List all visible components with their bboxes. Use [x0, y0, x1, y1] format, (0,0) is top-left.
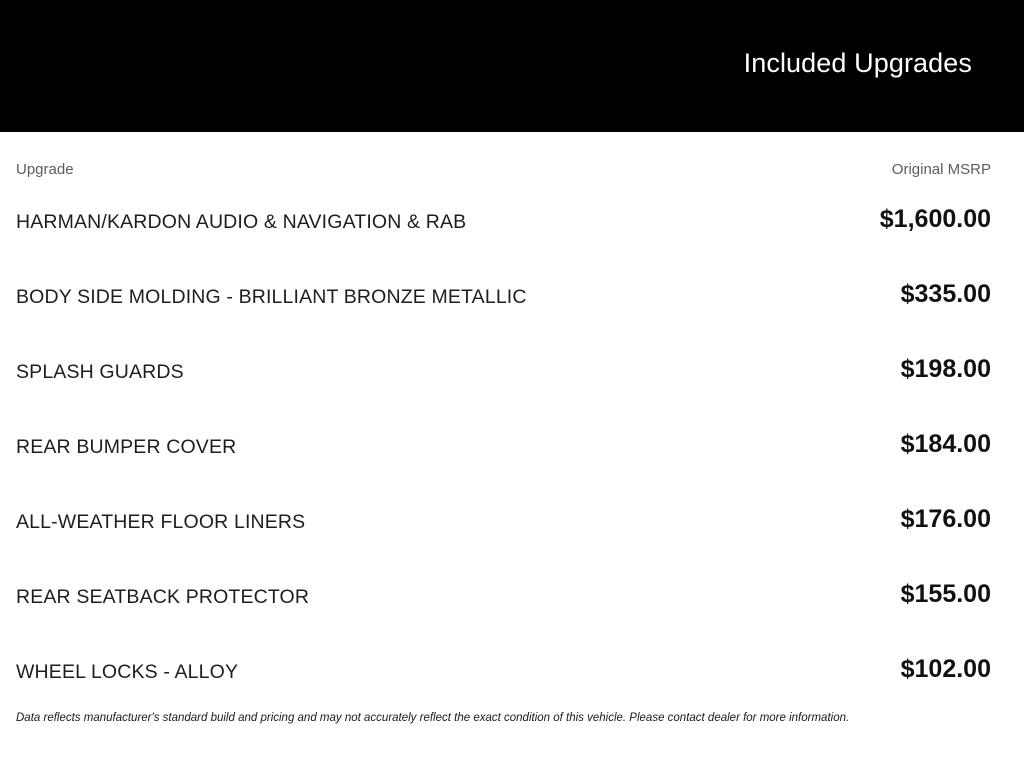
upgrade-name: REAR SEATBACK PROTECTOR [16, 586, 310, 608]
upgrades-list [0, 185, 1024, 710]
upgrade-name: SPLASH GUARDS [16, 361, 184, 383]
upgrade-price: $198.00 [900, 355, 991, 383]
upgrade-row [0, 410, 1024, 485]
header-bar [0, 0, 1024, 132]
upgrade-row [0, 335, 1024, 410]
upgrade-row [0, 185, 1024, 260]
upgrade-price: $1,600.00 [879, 205, 991, 233]
upgrade-row [0, 485, 1024, 560]
upgrade-price: $155.00 [900, 580, 991, 608]
page-title: Included Upgrades [743, 48, 972, 78]
upgrade-name: HARMAN/KARDON AUDIO & NAVIGATION & RAB [16, 211, 467, 233]
column-header-upgrade: Upgrade [16, 161, 74, 178]
disclaimer-text: Data reflects manufacturer's standard build and pricing and may not accurately reflect the exact condition of this vehicle. Please contact dealer for more information. [16, 712, 850, 724]
column-header-msrp: Original MSRP [891, 161, 991, 178]
upgrade-row [0, 260, 1024, 335]
upgrade-price: $102.00 [900, 655, 991, 683]
upgrade-name: REAR BUMPER COVER [16, 436, 237, 458]
upgrade-price: $184.00 [900, 430, 991, 458]
upgrade-price: $335.00 [900, 280, 991, 308]
upgrade-name: BODY SIDE MOLDING - BRILLIANT BRONZE METALLIC [16, 286, 527, 308]
upgrade-name: WHEEL LOCKS - ALLOY [16, 661, 239, 683]
upgrade-row [0, 560, 1024, 635]
upgrade-name: ALL-WEATHER FLOOR LINERS [16, 511, 306, 533]
upgrade-row [0, 635, 1024, 710]
upgrade-price: $176.00 [900, 505, 991, 533]
